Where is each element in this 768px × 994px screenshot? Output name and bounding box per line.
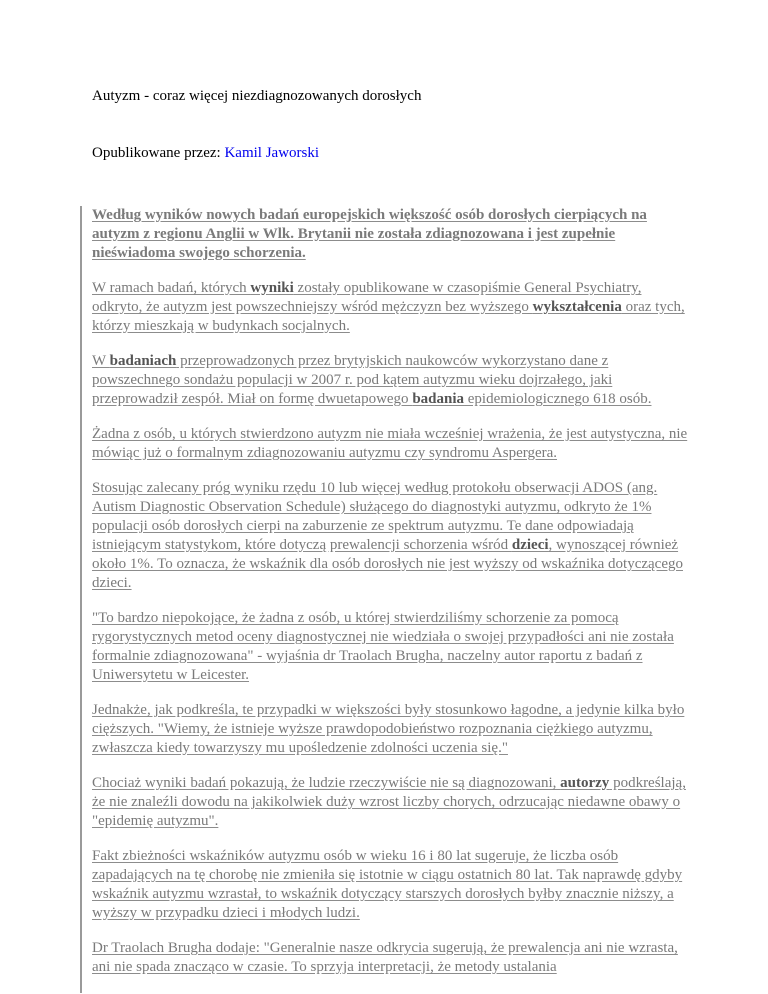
emphasis: autorzy	[560, 775, 610, 791]
emphasis: dzieci	[511, 537, 549, 553]
text: W ramach badań, których	[92, 280, 251, 296]
paragraph-7: Jednakże, jak podkreśla, te przypadki w większości były stosunkowo łagodne, a jedynie kilka było cięższych. "Wiemy, że istnieje wyższe prawdopodobieństwo rozpoznania ciężkiego autyzmu, zwłaszcza kiedy towarzyszy mu upośledzenie zdolności uczenia się."	[92, 702, 685, 756]
lead-paragraph: Według wyników nowych badań europejskich większość osób dorosłych cierpiących na autyzm z regionu Anglii w Wlk. Brytanii nie została zdiagnozowana i jest zupełnie nieświadoma swojego schorzenia.	[92, 207, 647, 261]
byline	[92, 143, 319, 163]
paragraph-8	[92, 774, 692, 831]
author-link[interactable]: Kamil Jaworski	[224, 145, 320, 161]
text: przeprowadzonych przez brytyjskich naukowców wykorzystano dane z powszechnego sondażu populacji w 2007 r. pod kątem autyzmu wieku dojrzałego, jaki przeprowadził zespół. Miał on formę dwuetapowego	[92, 353, 613, 407]
text: , wynoszącej również około 1%. To oznacza, że wskaźnik dla osób dorosłych nie jest wyższy od wskaźnika dotyczącego dzieci.	[92, 537, 683, 591]
byline-prefix: Opublikowane przez:	[92, 145, 225, 161]
text: Chociaż wyniki badań pokazują, że ludzie rzeczywiście nie są diagnozowani,	[92, 775, 561, 791]
text: Stosując zalecany próg wyniku rzędu 10 lub więcej według protokołu obserwacji ADOS (ang. Autism Diagnostic Observation Schedule) służącego do diagnostyki autyzmu, odkryto że 1% populacji osób dorosłych cierpi na zaburzenie ze spektrum autyzmu. Te dane odpowiadają istniejącym statystykom, które dotyczą prewalencji schorzenia wśród	[92, 480, 658, 553]
paragraph-2	[92, 279, 692, 336]
text: oraz tych, którzy mieszkają w budynkach socjalnych.	[92, 299, 685, 334]
paragraph-5	[92, 479, 692, 593]
article-title: Autyzm - coraz więcej niezdiagnozowanych dorosłych	[92, 88, 422, 104]
article-body	[80, 206, 692, 993]
text: podkreślają, że nie znaleźli dowodu na jakikolwiek duży wzrost liczby chorych, odrzucając niedawne obawy o "epidemię autyzmu".	[92, 775, 686, 829]
emphasis: badania	[412, 391, 465, 407]
paragraph-10: Dr Traolach Brugha dodaje: "Generalnie nasze odkrycia sugerują, że prewalencja ani nie wzrasta, ani nie spada znacząco w czasie. To sprzyja interpretacji, że metody ustalania	[92, 940, 678, 975]
text: zostały opublikowane w czasopiśmie General Psychiatry, odkryto, że autyzm jest powszechniejszy wśród mężczyzn bez wyższego	[92, 280, 642, 315]
text: W	[92, 353, 110, 369]
text: epidemiologicznego 618 osób.	[464, 391, 652, 407]
emphasis: badaniach	[109, 353, 177, 369]
paragraph-6: "To bardzo niepokojące, że żadna z osób, u której stwierdziliśmy schorzenie za pomocą rygorystycznych metod oceny diagnostycznej nie wiedziała o swojej przypadłości ani nie została formalnie zdiagnozowana" - wyjaśnia dr Traolach Brugha, naczelny autor raportu z badań z Uniwersytetu w Leicester.	[92, 610, 674, 683]
paragraph-9: Fakt zbieżności wskaźników autyzmu osób w wieku 16 i 80 lat sugeruje, że liczba osób zapadających na tę chorobę nie zmieniła się istotnie w ciągu ostatnich 80 lat. Tak naprawdę gdyby wskaźnik autyzmu wzrastał, to wskaźnik dotyczący starszych dorosłych byłby znacznie niższy, a wyższy w przypadku dzieci i młodych ludzi.	[92, 848, 683, 921]
emphasis: wyniki	[250, 280, 294, 296]
emphasis: wykształcenia	[532, 299, 622, 315]
paragraph-3	[92, 352, 692, 409]
paragraph-4: Żadna z osób, u których stwierdzono autyzm nie miała wcześniej wrażenia, że jest autystyczna, nie mówiąc już o formalnym zdiagnozowaniu autyzmu czy syndromu Aspergera.	[92, 426, 688, 461]
